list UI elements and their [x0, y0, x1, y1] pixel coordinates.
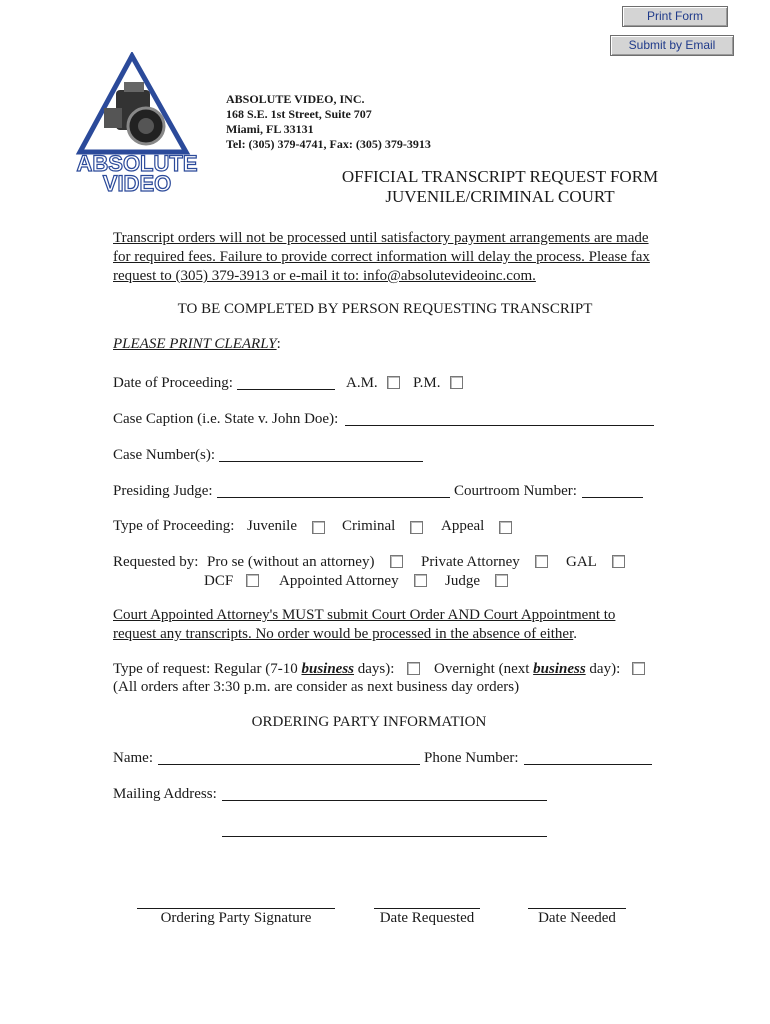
- case-caption-field[interactable]: [345, 425, 654, 426]
- name-field[interactable]: [158, 764, 420, 765]
- juvenile-checkbox[interactable]: [312, 521, 325, 534]
- court-notice-line2: request any transcripts. No order would be processed in the absence of either: [113, 626, 574, 642]
- request-type-regular: [113, 660, 394, 678]
- courtroom-number-field[interactable]: [582, 497, 643, 498]
- appointed-attorney-checkbox[interactable]: [414, 574, 427, 587]
- company-phone-fax: Tel: (305) 379-4741, Fax: (305) 379-3913: [226, 137, 431, 151]
- notice-line1: Transcript orders will not be processed until satisfactory payment arrangements are made: [113, 230, 649, 246]
- company-name: ABSOLUTE VIDEO, INC.: [226, 92, 365, 106]
- presiding-judge-field[interactable]: [217, 497, 450, 498]
- private-attorney-label: Private Attorney: [421, 554, 520, 570]
- judge-checkbox[interactable]: [495, 574, 508, 587]
- request-type-part1: Type of request: Regular (7-10: [113, 661, 302, 677]
- court-notice-line2-wrap: [113, 625, 577, 643]
- dcf-label: DCF: [204, 573, 234, 589]
- date-needed-line[interactable]: [528, 908, 626, 909]
- print-clearly-note: [113, 335, 281, 353]
- requested-by-label: Requested by:: [113, 554, 199, 570]
- date-requested-label: Date Requested: [379, 910, 475, 926]
- business-emphasis-1: business: [301, 661, 355, 677]
- presiding-judge-label: Presiding Judge:: [113, 483, 213, 499]
- courtroom-number-label: Courtroom Number:: [454, 483, 577, 499]
- appointed-attorney-label: Appointed Attorney: [279, 573, 399, 589]
- signature-label: Ordering Party Signature: [160, 910, 312, 926]
- overnight-label: Overnight (next: [434, 661, 534, 677]
- request-type-part2: days):: [354, 661, 395, 677]
- signature-line[interactable]: [137, 908, 335, 909]
- print-clearly-text: PLEASE PRINT CLEARLY: [113, 336, 277, 352]
- gal-label: GAL: [566, 554, 597, 570]
- pro-se-label: Pro se (without an attorney): [207, 554, 375, 570]
- court-notice-line2-end: .: [573, 626, 578, 642]
- case-numbers-field[interactable]: [219, 461, 423, 462]
- pro-se-checkbox[interactable]: [390, 555, 403, 568]
- company-address-block: [226, 92, 431, 152]
- appeal-label: Appeal: [441, 518, 485, 534]
- overnight-request-checkbox[interactable]: [632, 662, 645, 675]
- mailing-address-label: Mailing Address:: [113, 786, 217, 802]
- case-caption-label: Case Caption (i.e. State v. John Doe):: [113, 411, 339, 427]
- logo-text-absolute: ABSOLUTE: [76, 151, 198, 176]
- name-label: Name:: [113, 750, 153, 766]
- business-emphasis-2: business: [533, 661, 586, 677]
- court-notice-line1: Court Appointed Attorney's MUST submit Court Order AND Court Appointment to: [113, 607, 616, 623]
- request-type-part3: day):: [585, 661, 621, 677]
- date-needed-label: Date Needed: [538, 910, 616, 926]
- mailing-address-field-2[interactable]: [222, 836, 547, 837]
- submit-by-email-button[interactable]: Submit by Email: [610, 35, 734, 56]
- request-type-overnight: [434, 660, 620, 678]
- logo-text-video: VIDEO: [102, 171, 172, 196]
- pm-label: P.M.: [413, 375, 441, 391]
- request-type-note: (All orders after 3:30 p.m. are consider as next business day orders): [113, 679, 520, 695]
- form-title-line2: JUVENILE/CRIMINAL COURT: [385, 187, 615, 206]
- pm-checkbox[interactable]: [450, 376, 463, 389]
- mailing-address-field-1[interactable]: [222, 800, 547, 801]
- gal-checkbox[interactable]: [612, 555, 625, 568]
- phone-number-field[interactable]: [524, 764, 652, 765]
- date-requested-line[interactable]: [374, 908, 480, 909]
- criminal-label: Criminal: [342, 518, 396, 534]
- print-clearly-colon: :: [276, 336, 281, 352]
- private-attorney-checkbox[interactable]: [535, 555, 548, 568]
- section-heading-ordering: ORDERING PARTY INFORMATION: [251, 714, 487, 730]
- notice-line3: request to (305) 379-3913 or e-mail it to: info@absolutevideoinc.com.: [113, 268, 536, 284]
- notice-line2: for required fees. Failure to provide correct information will delay the process. Please fax: [113, 249, 650, 265]
- company-street: 168 S.E. 1st Street, Suite 707: [226, 107, 372, 121]
- proceeding-type-label: Type of Proceeding:: [113, 518, 235, 534]
- section-heading-requester: TO BE COMPLETED BY PERSON REQUESTING TRANSCRIPT: [177, 301, 593, 317]
- regular-request-checkbox[interactable]: [407, 662, 420, 675]
- am-label: A.M.: [346, 375, 378, 391]
- criminal-checkbox[interactable]: [410, 521, 423, 534]
- company-city: Miami, FL 33131: [226, 122, 314, 136]
- appeal-checkbox[interactable]: [499, 521, 512, 534]
- juvenile-label: Juvenile: [247, 518, 297, 534]
- date-of-proceeding-field[interactable]: [237, 389, 335, 390]
- phone-number-label: Phone Number:: [424, 750, 519, 766]
- am-checkbox[interactable]: [387, 376, 400, 389]
- company-logo: [74, 52, 200, 198]
- print-form-button[interactable]: Print Form: [622, 6, 728, 27]
- date-of-proceeding-label: Date of Proceeding:: [113, 375, 233, 391]
- dcf-checkbox[interactable]: [246, 574, 259, 587]
- form-title-line1: OFFICIAL TRANSCRIPT REQUEST FORM: [341, 167, 659, 186]
- judge-label: Judge: [445, 573, 480, 589]
- case-numbers-label: Case Number(s):: [113, 447, 216, 463]
